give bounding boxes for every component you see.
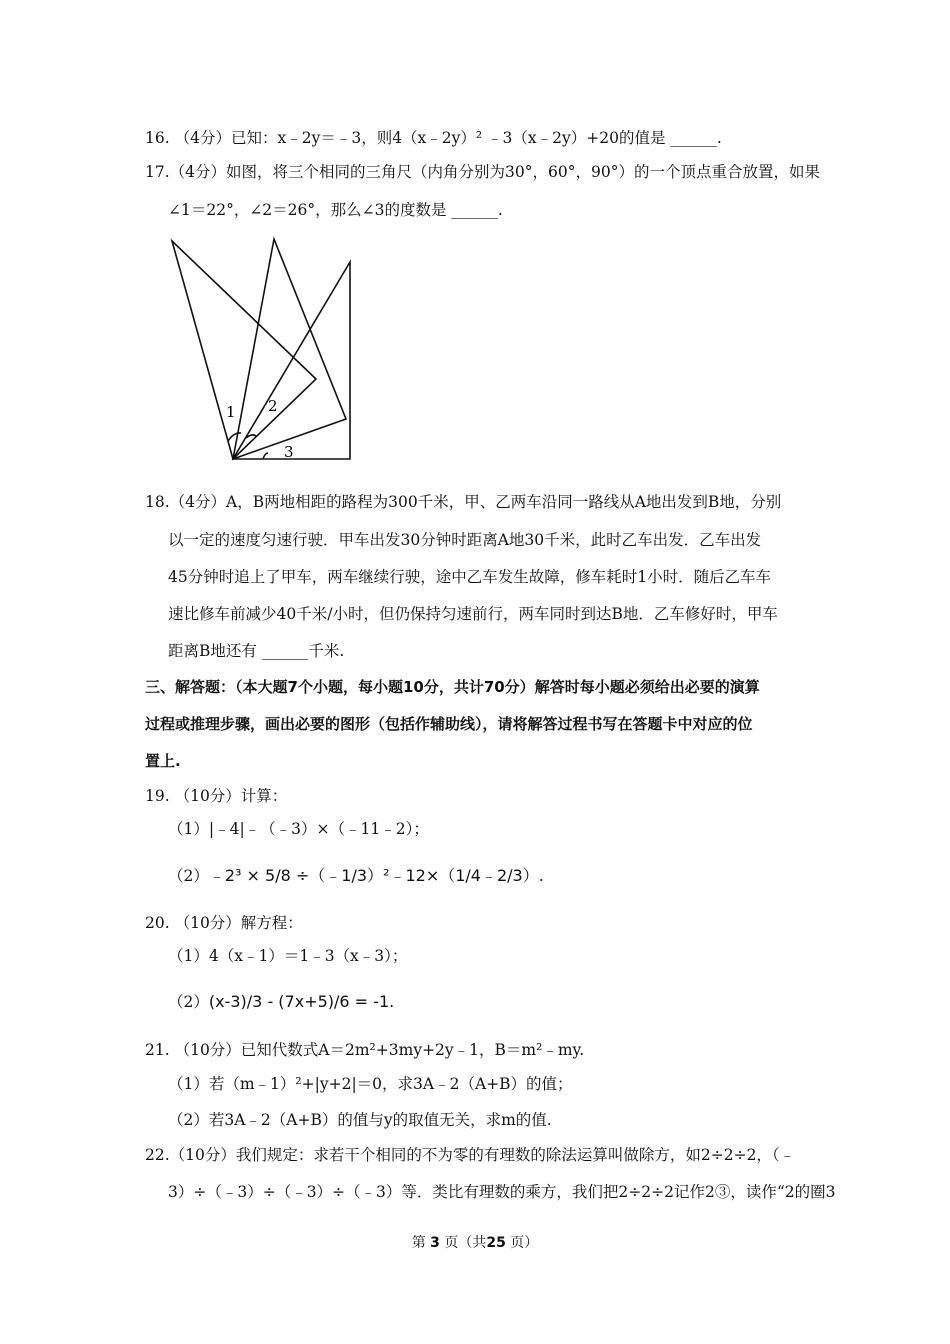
q20-part2-prefix: （2） [168, 993, 209, 1011]
footer-middle: 页（共 [444, 1235, 487, 1251]
q22-text-1: 22.（10分）我们规定：求若干个相同的不为零的有理数的除法运算叫做除方，如2÷2÷2，（﹣ [145, 1146, 796, 1164]
footer-page-number: 3 [430, 1235, 440, 1251]
q20-part2 [168, 992, 394, 1012]
q18-text-4: 速比修车前减少40千米/小时，但仍保持匀速前行，两车同时到达B地．乙车修好时，甲车 [168, 605, 778, 623]
q19-part1: （1）|﹣4|﹣（﹣3）×（﹣11﹣2）； [168, 820, 429, 838]
q22-text-2: 3）÷（﹣3）÷（﹣3）÷（﹣3）等．类比有理数的乘方，我们把2÷2÷2记作2③，读作“2的圈3 [168, 1183, 836, 1201]
q18-text-1: （4分）A，B两地相距的路程为300千米，甲、乙两车沿同一路线从A地出发到B地，分别 [169, 493, 782, 511]
section3-heading-3: 置上. [145, 752, 181, 770]
q19-part2-prefix: （2） [168, 867, 209, 885]
q18-text-3: 45分钟时追上了甲车，两车继续行驶，途中乙车发生故障，修车耗时1小时．随后乙车车 [168, 568, 772, 586]
q20-part1: （1）4（x﹣1）＝1﹣3（x﹣3）； [168, 947, 408, 965]
q19-part2 [168, 866, 544, 886]
angle-label-2: 2 [268, 397, 278, 415]
angle-label-3: 3 [284, 443, 294, 461]
triangle-1 [172, 241, 316, 459]
angle-label-1: 1 [226, 403, 236, 421]
q16-score: （4分） [174, 129, 231, 147]
page-footer [0, 1232, 950, 1252]
section3-heading-1: 三、解答题：（本大题7个小题，每小题10分，共计70分）解答时每小题必须给出必要的演算 [145, 678, 760, 696]
q16-number: 16. [145, 129, 170, 147]
q17-text-1: （4分）如图，将三个相同的三角尺（内角分别为30°，60°，90°）的一个顶点重合放置，如果 [169, 163, 820, 181]
q17-number: 17. [145, 163, 170, 181]
q18-line1 [145, 492, 781, 512]
q18-text-5: 距离B地还有 ______千米. [168, 642, 345, 660]
q20-head: 20. （10分）解方程： [145, 914, 303, 932]
triangles-figure [160, 233, 360, 468]
q16-line [145, 128, 722, 148]
q21-part2: （2）若3A﹣2（A+B）的值与y的取值无关，求m的值. [168, 1111, 552, 1129]
q16-text: 已知：x﹣2y＝﹣3，则4（x﹣2y）² ﹣3（x﹣2y）+20的值是 ______. [230, 129, 722, 147]
q17-line1 [145, 162, 820, 182]
q19-head: 19. （10分）计算： [145, 787, 288, 805]
footer-prefix: 第 [411, 1235, 426, 1251]
q17-text-2: ∠1＝22°，∠2＝26°，那么∠3的度数是 ______. [168, 201, 503, 219]
section3-heading-2: 过程或推理步骤，画出必要的图形（包括作辅助线），请将解答过程书写在答题卡中对应的位 [145, 715, 753, 733]
q20-expression: (x-3)/3 - (7x+5)/6 = -1. [208, 992, 395, 1011]
q21-part1: （1）若（m﹣1）²+|y+2|＝0，求3A﹣2（A+B）的值； [168, 1075, 573, 1093]
q21-head: 21. （10分）已知代数式A＝2m²+3my+2y﹣1，B＝m²﹣my. [145, 1041, 585, 1059]
q18-number: 18. [145, 493, 170, 511]
angle-arc-3 [263, 453, 268, 459]
triangle-2 [233, 239, 346, 459]
footer-total-pages: 25 [486, 1235, 506, 1251]
q18-text-2: 以一定的速度匀速行驶．甲车出发30分钟时距离A地30千米，此时乙车出发．乙车出发 [168, 531, 762, 549]
angle-arc-1 [228, 433, 241, 441]
q19-expression: ﹣2³ × 5/8 ÷（﹣1/3）²﹣12×（1/4﹣2/3）. [208, 866, 544, 885]
footer-suffix: 页） [510, 1235, 539, 1251]
